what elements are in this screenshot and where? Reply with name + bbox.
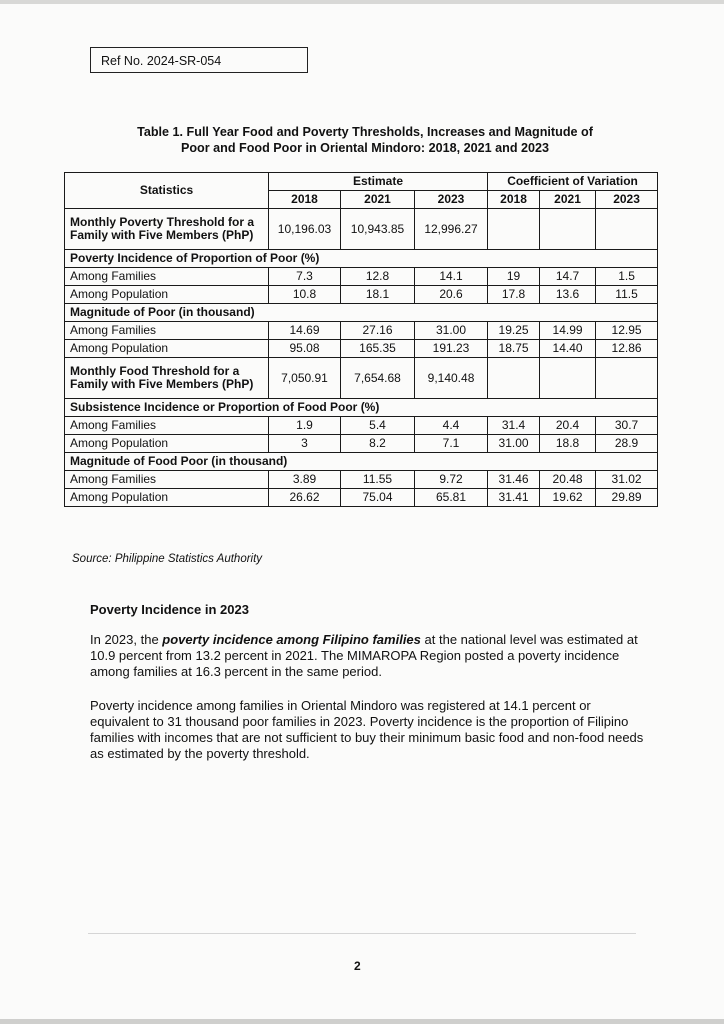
table-cell: 1.5	[596, 268, 658, 286]
table-cell: 95.08	[269, 340, 341, 358]
row-label: Among Families	[65, 268, 269, 286]
row-label: Monthly Food Threshold for a Family with Five Members (PhP)	[65, 358, 269, 399]
table-source-note: Source: Philippine Statistics Authority	[72, 553, 263, 565]
table-cell: 19.25	[488, 322, 540, 340]
header-year: 2018	[269, 191, 341, 209]
table-title	[80, 124, 650, 156]
table-cell: 75.04	[341, 489, 415, 507]
table-cell: 18.8	[540, 435, 596, 453]
section-row	[65, 399, 658, 417]
table-cell: 26.62	[269, 489, 341, 507]
row-label: Among Population	[65, 340, 269, 358]
table-cell: 17.8	[488, 286, 540, 304]
table-cell: 19.62	[540, 489, 596, 507]
header-year: 2021	[341, 191, 415, 209]
header-estimate: Estimate	[269, 173, 488, 191]
row-label: Among Families	[65, 417, 269, 435]
header-year: 2023	[596, 191, 658, 209]
table-cell: 12.8	[341, 268, 415, 286]
section-label: Magnitude of Food Poor (in thousand)	[65, 453, 658, 471]
section-label: Subsistence Incidence or Proportion of Food Poor (%)	[65, 399, 658, 417]
table-cell: 31.41	[488, 489, 540, 507]
section-row	[65, 453, 658, 471]
table-cell: 14.40	[540, 340, 596, 358]
table-cell: 20.6	[415, 286, 488, 304]
section-label: Poverty Incidence of Proportion of Poor (%)	[65, 250, 658, 268]
poverty-statistics-table	[64, 172, 658, 507]
table-cell: 18.75	[488, 340, 540, 358]
table-cell: 3.89	[269, 471, 341, 489]
para1-before: In 2023, the	[90, 632, 163, 647]
table-row	[65, 435, 658, 453]
header-year: 2021	[540, 191, 596, 209]
table-cell: 27.16	[341, 322, 415, 340]
header-coefficient-of-variation: Coefficient of Variation	[488, 173, 658, 191]
table-cell: 20.48	[540, 471, 596, 489]
table-cell: 12.95	[596, 322, 658, 340]
row-label: Among Population	[65, 435, 269, 453]
section-label: Magnitude of Poor (in thousand)	[65, 304, 658, 322]
table-cell	[596, 358, 658, 399]
table-row	[65, 268, 658, 286]
table-row	[65, 417, 658, 435]
table-cell: 30.7	[596, 417, 658, 435]
table-cell: 1.9	[269, 417, 341, 435]
table-cell: 20.4	[540, 417, 596, 435]
table-cell: 7,050.91	[269, 358, 341, 399]
footer-divider	[88, 933, 636, 934]
table-row	[65, 340, 658, 358]
table-row	[65, 471, 658, 489]
row-label: Among Families	[65, 471, 269, 489]
header-year: 2018	[488, 191, 540, 209]
table-cell: 14.69	[269, 322, 341, 340]
table-row	[65, 322, 658, 340]
table-cell: 18.1	[341, 286, 415, 304]
table-cell: 4.4	[415, 417, 488, 435]
page-number: 2	[354, 959, 361, 973]
table-row	[65, 209, 658, 250]
table-cell: 10.8	[269, 286, 341, 304]
paragraph-national-poverty	[90, 632, 650, 680]
table-cell: 31.02	[596, 471, 658, 489]
header-row-1	[65, 173, 658, 191]
table-cell	[540, 358, 596, 399]
table-cell: 19	[488, 268, 540, 286]
table-cell: 31.46	[488, 471, 540, 489]
table-cell: 11.55	[341, 471, 415, 489]
row-label: Among Population	[65, 489, 269, 507]
table-cell	[596, 209, 658, 250]
table-cell: 9.72	[415, 471, 488, 489]
table-title-line-2: Poor and Food Poor in Oriental Mindoro: 2018, 2021 and 2023	[180, 141, 550, 155]
table-cell: 10,943.85	[341, 209, 415, 250]
table-cell: 5.4	[341, 417, 415, 435]
table-row	[65, 489, 658, 507]
table-cell: 12,996.27	[415, 209, 488, 250]
row-label: Among Population	[65, 286, 269, 304]
header-year: 2023	[415, 191, 488, 209]
table-cell: 13.6	[540, 286, 596, 304]
table-cell: 14.99	[540, 322, 596, 340]
table-row	[65, 358, 658, 399]
paragraph-oriental-mindoro: Poverty incidence among families in Oriental Mindoro was registered at 14.1 percent or equivalent to 31 thousand poor families in 2023. Poverty incidence is the proportion of Filipino families with incomes that are not sufficient to buy their minimum basic food and non-food needs as estimated by the poverty threshold.	[90, 698, 644, 761]
header-statistics: Statistics	[65, 173, 269, 209]
table-cell: 191.23	[415, 340, 488, 358]
table-cell: 31.4	[488, 417, 540, 435]
table-cell	[488, 209, 540, 250]
table-cell: 65.81	[415, 489, 488, 507]
table-cell: 165.35	[341, 340, 415, 358]
row-label: Among Families	[65, 322, 269, 340]
scan-top-edge	[0, 0, 724, 4]
table-title-line-1: Table 1. Full Year Food and Poverty Thresholds, Increases and Magnitude of	[137, 125, 593, 139]
reference-number-box: Ref No. 2024-SR-054	[90, 47, 308, 73]
scan-bottom-edge	[0, 1019, 724, 1024]
table-cell: 8.2	[341, 435, 415, 453]
table-cell: 7.3	[269, 268, 341, 286]
table-row	[65, 286, 658, 304]
table-cell: 3	[269, 435, 341, 453]
table-cell: 11.5	[596, 286, 658, 304]
table-cell: 12.86	[596, 340, 658, 358]
table-cell: 14.7	[540, 268, 596, 286]
table-cell: 31.00	[415, 322, 488, 340]
table-cell	[488, 358, 540, 399]
table-cell: 9,140.48	[415, 358, 488, 399]
table-cell: 29.89	[596, 489, 658, 507]
para1-after: at the national level was estimated at 10.9 percent from 13.2 percent in 2021. The MIMAROPA Region posted a poverty incidence among families at 16.3 percent in the same period.	[90, 632, 638, 679]
table-cell: 7,654.68	[341, 358, 415, 399]
para1-emphasis: poverty incidence among Filipino families	[162, 632, 421, 647]
table-cell: 10,196.03	[269, 209, 341, 250]
table-cell: 28.9	[596, 435, 658, 453]
section-row	[65, 304, 658, 322]
table-cell	[540, 209, 596, 250]
section-row	[65, 250, 658, 268]
table-cell: 31.00	[488, 435, 540, 453]
row-label: Monthly Poverty Threshold for a Family with Five Members (PhP)	[65, 209, 269, 250]
table-cell: 7.1	[415, 435, 488, 453]
section-heading: Poverty Incidence in 2023	[90, 602, 249, 617]
table-cell: 14.1	[415, 268, 488, 286]
